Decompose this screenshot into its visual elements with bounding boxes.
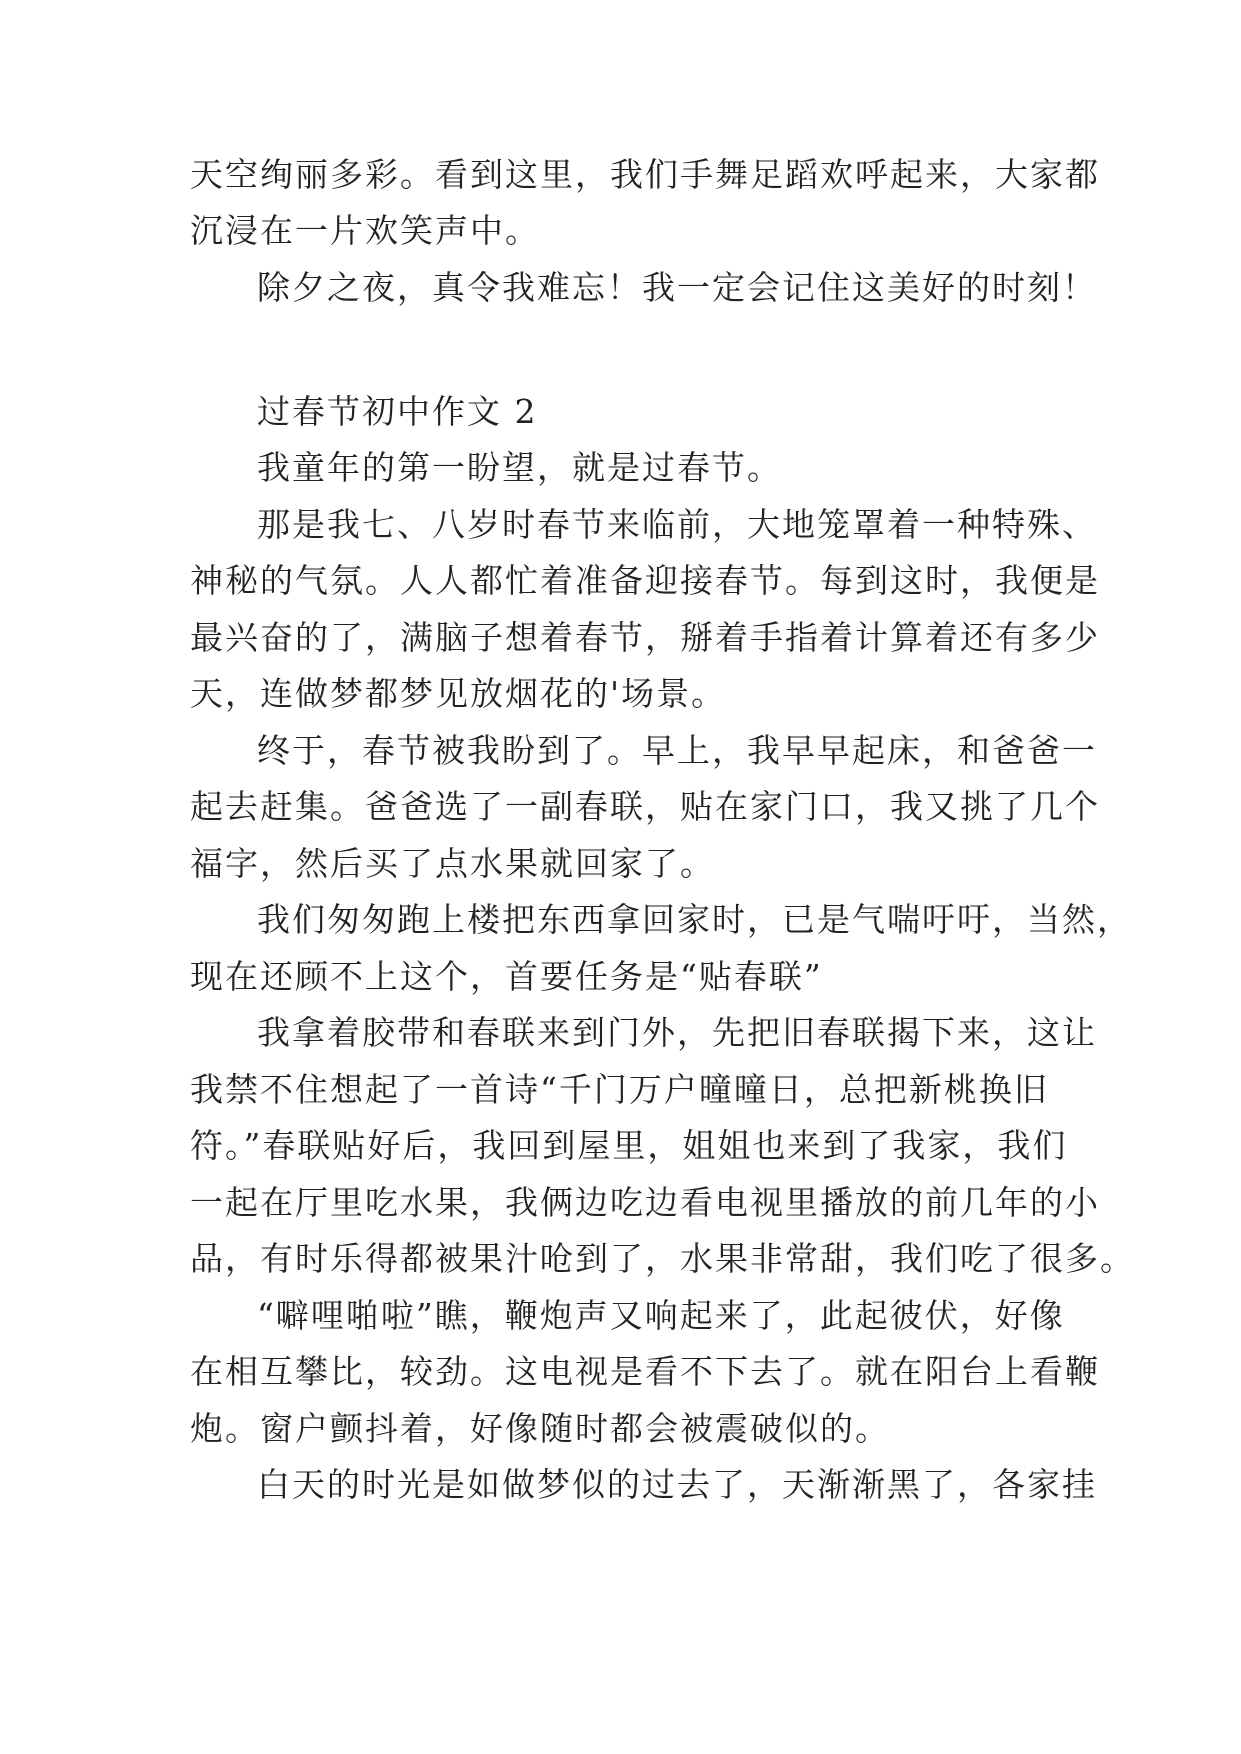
text-line: 神秘的气氛。人人都忙着准备迎接春节。每到这时，我便是 [190, 561, 1100, 600]
text-line: 一起在厅里吃水果，我俩边吃边看电视里播放的前几年的小 [190, 1183, 1100, 1222]
text-line: 我禁不住想起了一首诗“千门万户曈曈日，总把新桃换旧 [190, 1070, 1049, 1109]
text-line: 品，有时乐得都被果汁呛到了，水果非常甜，我们吃了很多。 [190, 1239, 1135, 1278]
text-line: 除夕之夜，真令我难忘！我一定会记住这美好的时刻！ [257, 268, 1097, 307]
text-line: 符。”春联贴好后，我回到屋里，姐姐也来到了我家，我们 [190, 1126, 1068, 1165]
text-line: 我童年的第一盼望，就是过春节。 [257, 448, 782, 487]
text-line: 天，连做梦都梦见放烟花的'场景。 [190, 674, 727, 713]
text-line: 在相互攀比，较劲。这电视是看不下去了。就在阳台上看鞭 [190, 1352, 1100, 1391]
text-line: “噼哩啪啦”瞧，鞭炮声又响起来了，此起彼伏，好像 [257, 1296, 1065, 1335]
text-line: 终于，春节被我盼到了。早上，我早早起床，和爸爸一 [257, 731, 1097, 770]
text-line: 福字，然后买了点水果就回家了。 [190, 844, 715, 883]
text-line: 我拿着胶带和春联来到门外，先把旧春联揭下来，这让 [257, 1013, 1097, 1052]
text-line: 天空绚丽多彩。看到这里，我们手舞足蹈欢呼起来，大家都 [190, 155, 1100, 194]
text-line: 起去赶集。爸爸选了一副春联，贴在家门口，我又挑了几个 [190, 787, 1100, 826]
text-line: 炮。窗户颤抖着，好像随时都会被震破似的。 [190, 1409, 890, 1448]
text-line: 那是我七、八岁时春节来临前，大地笼罩着一种特殊、 [257, 505, 1097, 544]
text-line: 白天的时光是如做梦似的过去了，天渐渐黑了，各家挂 [257, 1465, 1097, 1504]
text-line: 沉浸在一片欢笑声中。 [190, 211, 540, 250]
section-heading: 过春节初中作文 2 [257, 392, 538, 431]
text-line: 最兴奋的了，满脑子想着春节，掰着手指着计算着还有多少 [190, 618, 1100, 657]
text-line: 我们匆匆跑上楼把东西拿回家时，已是气喘吁吁，当然， [257, 900, 1132, 939]
text-line: 现在还顾不上这个，首要任务是“贴春联” [190, 957, 823, 996]
